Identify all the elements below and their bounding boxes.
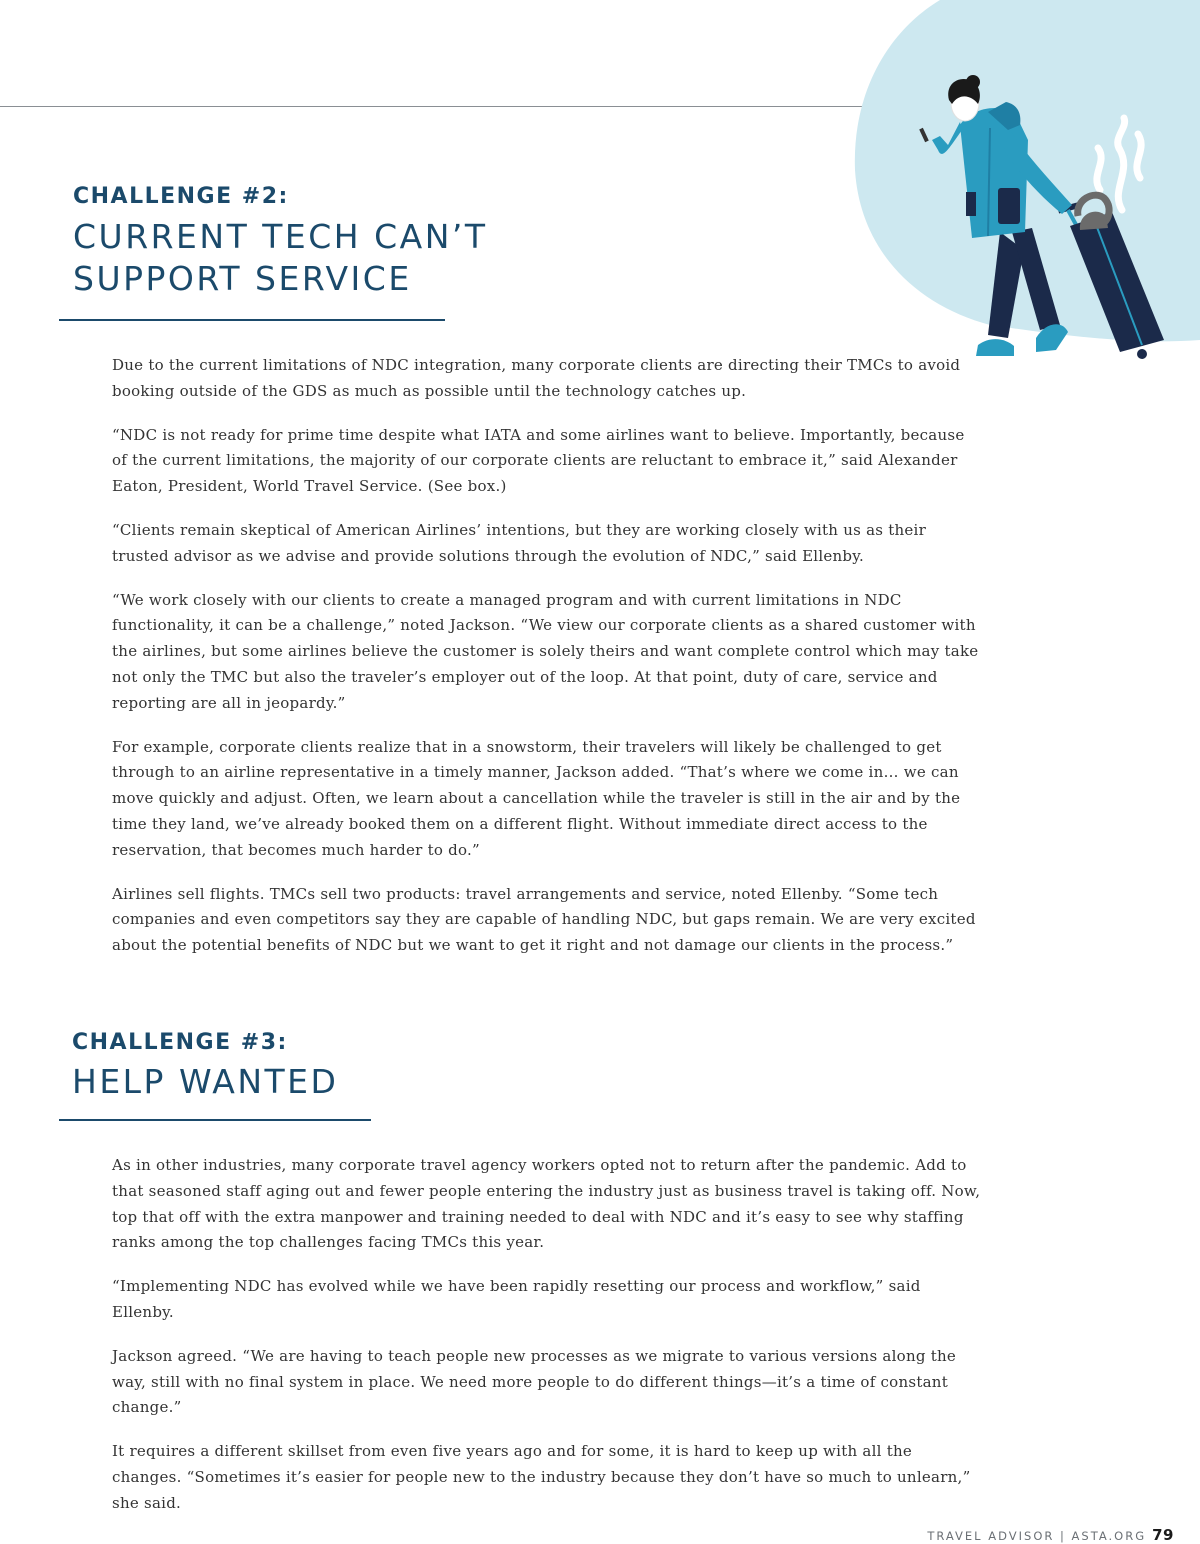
challenge-2-label: CHALLENGE #2:: [73, 184, 289, 209]
paragraph: “NDC is not ready for prime time despite what IATA and some airlines want to believe. Importantly, because of the current limitations, the majority of our corporate clients are reluctant to embrace it,” said Alexander Eaton, President, World Travel Service. (See box.): [112, 425, 965, 496]
top-divider: [0, 106, 870, 107]
challenge-2-title-line1: CURRENT TECH CAN’T: [73, 217, 488, 256]
traveler-with-suitcase-illustration: [850, 0, 1200, 370]
challenge-3-underline: [59, 1119, 371, 1121]
challenge-3-title-line1: HELP WANTED: [72, 1062, 339, 1101]
challenge-2-underline: [59, 319, 445, 321]
paragraph: “We work closely with our clients to create a managed program and with current limitations in NDC functionality, it can be a challenge,” noted Jackson. “We view our corporate clients as a shared customer with the airlines, but some airlines believe the customer is solely theirs and want complete control which may take not only the TMC but also the traveler’s employer out of the loop. At that point, duty of care, service and reporting are all in jeopardy.”: [112, 590, 979, 712]
paragraph: For example, corporate clients realize that in a snowstorm, their travelers will likely be challenged to get through to an airline representative in a timely manner, Jackson added. “That’s where we come in… we can move quickly and adjust. Often, we learn about a cancellation while the traveler is still in the air and by the time they land, we’ve already booked them on a different flight. Without immediate direct access to the reservation, that becomes much harder to do.”: [112, 737, 961, 859]
publication-name: TRAVEL ADVISOR | ASTA.ORG: [927, 1529, 1147, 1543]
page-number: 79: [1152, 1526, 1174, 1544]
challenge-2-title-line2: SUPPORT SERVICE: [73, 259, 412, 298]
paragraph: “Clients remain skeptical of American Airlines’ intentions, but they are working closely with us as their trusted advisor as we advise and provide solutions through the evolution of NDC,” said Ellenby.: [112, 520, 927, 565]
challenge-2-body: [112, 353, 982, 977]
paragraph: Airlines sell flights. TMCs sell two products: travel arrangements and service, noted Ellenby. “Some tech companies and even competitors say they are capable of handling NDC, but gaps remain. We are very excited about the potential benefits of NDC but we want to get it right and not damage our clients in the process.”: [112, 884, 976, 955]
paragraph: Due to the current limitations of NDC integration, many corporate clients are directing their TMCs to avoid booking outside of the GDS as much as possible until the technology catches up.: [112, 356, 961, 400]
paragraph: As in other industries, many corporate travel agency workers opted not to return after the pandemic. Add to that seasoned staff aging out and fewer people entering the industry just as business travel is taking off. Now, top that off with the extra manpower and training needed to deal with NDC and it’s easy to see why staffing ranks among the top challenges facing TMCs this year.: [112, 1156, 981, 1252]
challenge-3-title: [72, 1061, 338, 1103]
challenge-3-body: [112, 1153, 982, 1535]
challenge-3-label: CHALLENGE #3:: [72, 1030, 288, 1055]
page-footer: [927, 1526, 1174, 1544]
challenge-2-title: [73, 216, 488, 300]
paragraph: “Implementing NDC has evolved while we have been rapidly resetting our process and workflow,” said Ellenby.: [112, 1277, 921, 1321]
paragraph: It requires a different skillset from even five years ago and for some, it is hard to keep up with all the changes. “Sometimes it’s easier for people new to the industry because they don’t have so much to unlearn,” she said.: [112, 1442, 971, 1512]
paragraph: Jackson agreed. “We are having to teach people new processes as we migrate to various versions along the way, still with no final system in place. We need more people to do different things—it’s a time of constant change.”: [112, 1346, 957, 1417]
